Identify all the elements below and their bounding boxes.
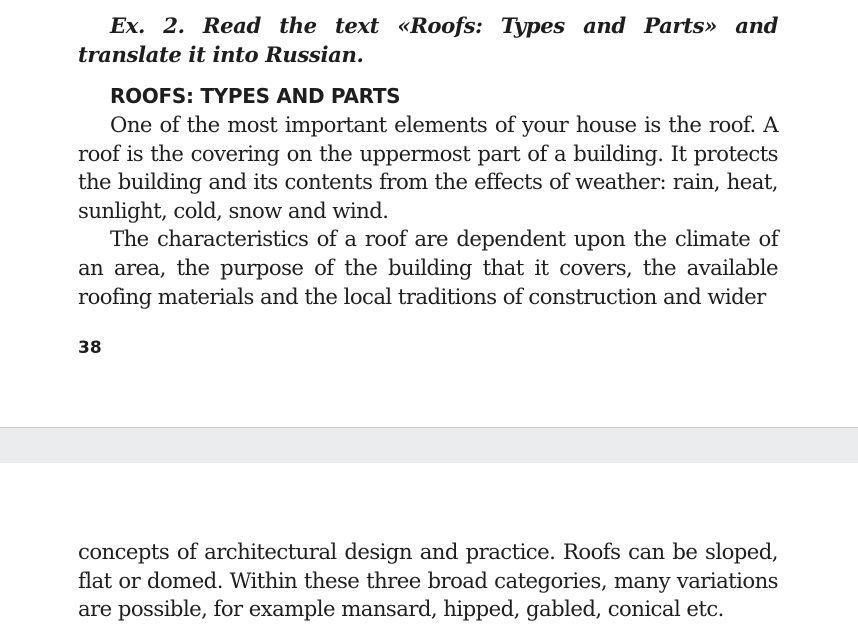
body-text [78, 111, 778, 311]
paragraph: One of the most important elements of your house is the roof. A roof is the covering on the uppermost part of a building. It protects the building and its contents from the effects of weather: rain, heat, sunlight, cold, snow and wind. [78, 112, 778, 223]
page-number: 38 [78, 338, 102, 358]
exercise-instruction: Ex. 2. Read the text «Roofs: Types and Parts» and translate it into Russian. [78, 13, 778, 67]
paragraph: The characteristics of a roof are dependent upon the climate of an area, the purpose of the building that it covers, the available roofing materials and the local traditions of construction and wider [78, 226, 778, 309]
page-39 [0, 463, 858, 628]
continuation-paragraph: concepts of architectural design and practice. Roofs can be sloped, flat or domed. Within these three broad categories, many variations are possible, for example mansard, hipped, gabled, conical etc. [78, 539, 778, 622]
page-separator [0, 427, 858, 463]
section-heading: ROOFS: TYPES AND PARTS [110, 84, 401, 108]
